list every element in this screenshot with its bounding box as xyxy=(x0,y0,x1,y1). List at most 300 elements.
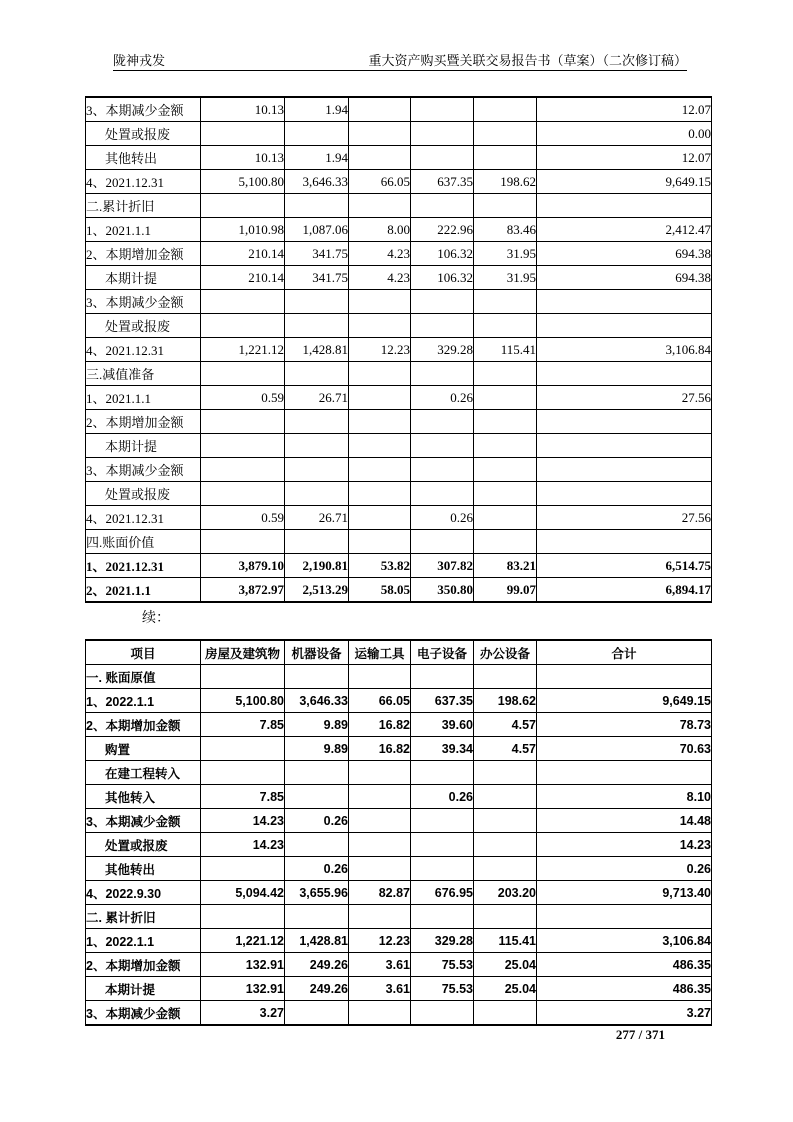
value-cell xyxy=(349,833,411,857)
value-cell: 26.71 xyxy=(285,506,349,530)
value-cell: 341.75 xyxy=(285,242,349,266)
column-header-machinery: 机器设备 xyxy=(285,640,349,665)
value-cell xyxy=(201,665,285,689)
value-cell xyxy=(474,458,537,482)
table-row xyxy=(86,146,712,170)
value-cell: 9.89 xyxy=(285,713,349,737)
value-cell: 10.13 xyxy=(201,97,285,122)
value-cell xyxy=(474,314,537,338)
value-cell xyxy=(411,434,474,458)
value-cell xyxy=(537,314,712,338)
row-label: 本期计提 xyxy=(86,434,201,458)
row-label: 3、本期减少金额 xyxy=(86,97,201,122)
value-cell: 106.32 xyxy=(411,266,474,290)
value-cell xyxy=(285,530,349,554)
value-cell xyxy=(411,146,474,170)
value-cell xyxy=(349,386,411,410)
table-row xyxy=(86,833,712,857)
value-cell: 26.71 xyxy=(285,386,349,410)
table-row xyxy=(86,881,712,905)
table-row xyxy=(86,266,712,290)
header-report-title: 重大资产购买暨关联交易报告书（草案）（二次修订稿） xyxy=(368,53,687,68)
value-cell xyxy=(349,97,411,122)
value-cell xyxy=(349,146,411,170)
value-cell: 350.80 xyxy=(411,578,474,603)
value-cell: 66.05 xyxy=(349,170,411,194)
value-cell xyxy=(474,857,537,881)
table-row xyxy=(86,713,712,737)
value-cell xyxy=(201,122,285,146)
section-row xyxy=(86,194,712,218)
value-cell xyxy=(537,761,712,785)
table-row xyxy=(86,482,712,506)
value-cell: 7.85 xyxy=(201,785,285,809)
value-cell xyxy=(349,194,411,218)
value-cell: 82.87 xyxy=(349,881,411,905)
value-cell xyxy=(201,857,285,881)
value-cell: 27.56 xyxy=(537,386,712,410)
row-label: 4、2021.12.31 xyxy=(86,338,201,362)
column-header-buildings: 房屋及建筑物 xyxy=(201,640,285,665)
row-label: 1、2021.12.31 xyxy=(86,554,201,578)
value-cell: 1,221.12 xyxy=(201,929,285,953)
row-label: 一. 账面原值 xyxy=(86,665,201,689)
column-header-electronics: 电子设备 xyxy=(411,640,474,665)
value-cell xyxy=(285,761,349,785)
value-cell xyxy=(537,665,712,689)
value-cell xyxy=(537,530,712,554)
value-cell xyxy=(474,97,537,122)
value-cell: 75.53 xyxy=(411,977,474,1001)
value-cell: 1,221.12 xyxy=(201,338,285,362)
value-cell xyxy=(349,761,411,785)
value-cell: 210.14 xyxy=(201,242,285,266)
value-cell xyxy=(411,857,474,881)
value-cell: 637.35 xyxy=(411,170,474,194)
value-cell xyxy=(201,362,285,386)
value-cell xyxy=(349,410,411,434)
column-header-item: 项目 xyxy=(86,640,201,665)
value-cell: 0.26 xyxy=(411,506,474,530)
row-label: 2、本期增加金额 xyxy=(86,242,201,266)
value-cell xyxy=(201,410,285,434)
table-row xyxy=(86,386,712,410)
value-cell: 0.00 xyxy=(537,122,712,146)
value-cell xyxy=(201,761,285,785)
row-label: 三.减值准备 xyxy=(86,362,201,386)
row-label: 2、本期增加金额 xyxy=(86,953,201,977)
row-label: 1、2021.1.1 xyxy=(86,218,201,242)
row-label: 2、2021.1.1 xyxy=(86,578,201,603)
value-cell: 0.26 xyxy=(285,809,349,833)
value-cell: 27.56 xyxy=(537,506,712,530)
value-cell: 329.28 xyxy=(411,338,474,362)
value-cell: 9,649.15 xyxy=(537,689,712,713)
value-cell: 341.75 xyxy=(285,266,349,290)
value-cell: 0.26 xyxy=(285,857,349,881)
value-cell xyxy=(474,1001,537,1026)
value-cell xyxy=(474,809,537,833)
value-cell xyxy=(285,410,349,434)
value-cell: 676.95 xyxy=(411,881,474,905)
table-row xyxy=(86,953,712,977)
value-cell: 12.07 xyxy=(537,146,712,170)
value-cell: 2,412.47 xyxy=(537,218,712,242)
value-cell: 9,713.40 xyxy=(537,881,712,905)
asset-table-2021 xyxy=(85,96,712,603)
value-cell xyxy=(411,761,474,785)
value-cell xyxy=(411,362,474,386)
value-cell: 14.23 xyxy=(201,833,285,857)
value-cell xyxy=(201,458,285,482)
column-header-vehicles: 运输工具 xyxy=(349,640,411,665)
value-cell: 3,646.33 xyxy=(285,170,349,194)
value-cell: 75.53 xyxy=(411,953,474,977)
row-label: 3、本期减少金额 xyxy=(86,1001,201,1026)
value-cell xyxy=(201,290,285,314)
row-label: 购置 xyxy=(86,737,201,761)
value-cell xyxy=(285,833,349,857)
value-cell: 329.28 xyxy=(411,929,474,953)
row-label: 3、本期减少金额 xyxy=(86,809,201,833)
header-company-name: 陇神戎发 xyxy=(113,53,166,68)
value-cell: 8.10 xyxy=(537,785,712,809)
value-cell xyxy=(201,905,285,929)
value-cell xyxy=(349,809,411,833)
value-cell xyxy=(349,905,411,929)
value-cell: 1,010.98 xyxy=(201,218,285,242)
value-cell xyxy=(285,482,349,506)
value-cell xyxy=(349,122,411,146)
value-cell: 10.13 xyxy=(201,146,285,170)
value-cell: 83.21 xyxy=(474,554,537,578)
value-cell: 14.23 xyxy=(537,833,712,857)
section-row xyxy=(86,530,712,554)
value-cell xyxy=(411,905,474,929)
value-cell xyxy=(349,290,411,314)
value-cell: 5,100.80 xyxy=(201,170,285,194)
value-cell: 39.34 xyxy=(411,737,474,761)
value-cell: 3.61 xyxy=(349,953,411,977)
value-cell xyxy=(474,506,537,530)
table-row xyxy=(86,170,712,194)
value-cell xyxy=(537,290,712,314)
row-label: 在建工程转入 xyxy=(86,761,201,785)
value-cell xyxy=(474,482,537,506)
row-label: 其他转出 xyxy=(86,146,201,170)
table-row xyxy=(86,785,712,809)
value-cell: 0.59 xyxy=(201,386,285,410)
table-row xyxy=(86,977,712,1001)
value-cell: 1.94 xyxy=(285,97,349,122)
value-cell: 3.27 xyxy=(201,1001,285,1026)
table-row xyxy=(86,506,712,530)
value-cell: 2,513.29 xyxy=(285,578,349,603)
table-row xyxy=(86,578,712,603)
value-cell xyxy=(411,458,474,482)
row-label: 四.账面价值 xyxy=(86,530,201,554)
value-cell xyxy=(411,410,474,434)
row-label: 二.累计折旧 xyxy=(86,194,201,218)
value-cell xyxy=(474,362,537,386)
value-cell xyxy=(537,482,712,506)
value-cell xyxy=(201,737,285,761)
row-label: 其他转出 xyxy=(86,857,201,881)
table-header-row xyxy=(86,640,712,665)
value-cell: 25.04 xyxy=(474,977,537,1001)
table-row xyxy=(86,761,712,785)
value-cell: 486.35 xyxy=(537,977,712,1001)
value-cell: 3.61 xyxy=(349,977,411,1001)
value-cell xyxy=(201,194,285,218)
value-cell: 132.91 xyxy=(201,953,285,977)
value-cell: 222.96 xyxy=(411,218,474,242)
value-cell xyxy=(201,434,285,458)
value-cell xyxy=(349,665,411,689)
value-cell xyxy=(537,410,712,434)
value-cell: 694.38 xyxy=(537,266,712,290)
row-label: 本期计提 xyxy=(86,266,201,290)
value-cell xyxy=(537,434,712,458)
value-cell: 694.38 xyxy=(537,242,712,266)
column-header-office: 办公设备 xyxy=(474,640,537,665)
value-cell xyxy=(474,146,537,170)
value-cell: 198.62 xyxy=(474,689,537,713)
value-cell: 4.57 xyxy=(474,737,537,761)
row-label: 2、本期增加金额 xyxy=(86,713,201,737)
value-cell xyxy=(285,1001,349,1026)
value-cell xyxy=(285,434,349,458)
value-cell: 1,428.81 xyxy=(285,338,349,362)
value-cell xyxy=(201,530,285,554)
value-cell xyxy=(537,458,712,482)
page-number: 277 / 371 xyxy=(615,1027,665,1042)
table-row xyxy=(86,290,712,314)
value-cell: 5,094.42 xyxy=(201,881,285,905)
value-cell: 3,646.33 xyxy=(285,689,349,713)
value-cell: 4.23 xyxy=(349,266,411,290)
asset-table-2022-body xyxy=(86,665,712,1026)
continuation-label: 续： xyxy=(142,611,170,626)
value-cell: 4.23 xyxy=(349,242,411,266)
table-row xyxy=(86,857,712,881)
value-cell xyxy=(474,434,537,458)
value-cell: 1.94 xyxy=(285,146,349,170)
value-cell: 198.62 xyxy=(474,170,537,194)
row-label: 1、2022.1.1 xyxy=(86,929,201,953)
value-cell xyxy=(411,314,474,338)
value-cell xyxy=(537,905,712,929)
table-row xyxy=(86,97,712,122)
section-row xyxy=(86,665,712,689)
value-cell xyxy=(411,1001,474,1026)
value-cell: 78.73 xyxy=(537,713,712,737)
table-row xyxy=(86,434,712,458)
row-label: 3、本期减少金额 xyxy=(86,458,201,482)
value-cell: 115.41 xyxy=(474,338,537,362)
row-label: 4、2021.12.31 xyxy=(86,506,201,530)
value-cell: 12.23 xyxy=(349,929,411,953)
asset-table-2021-body xyxy=(86,97,712,602)
value-cell xyxy=(474,194,537,218)
row-label: 处置或报废 xyxy=(86,482,201,506)
table-row xyxy=(86,554,712,578)
row-label: 4、2021.12.31 xyxy=(86,170,201,194)
value-cell: 53.82 xyxy=(349,554,411,578)
section-row xyxy=(86,362,712,386)
table-row xyxy=(86,338,712,362)
value-cell: 210.14 xyxy=(201,266,285,290)
value-cell xyxy=(474,761,537,785)
asset-table-2022 xyxy=(85,639,712,1026)
value-cell xyxy=(411,194,474,218)
value-cell xyxy=(411,482,474,506)
value-cell: 3.27 xyxy=(537,1001,712,1026)
value-cell: 31.95 xyxy=(474,266,537,290)
value-cell: 83.46 xyxy=(474,218,537,242)
value-cell: 6,894.17 xyxy=(537,578,712,603)
value-cell: 9.89 xyxy=(285,737,349,761)
value-cell: 3,879.10 xyxy=(201,554,285,578)
row-label: 1、2022.1.1 xyxy=(86,689,201,713)
value-cell xyxy=(474,410,537,434)
value-cell: 16.82 xyxy=(349,713,411,737)
value-cell: 39.60 xyxy=(411,713,474,737)
value-cell: 1,428.81 xyxy=(285,929,349,953)
value-cell xyxy=(537,194,712,218)
value-cell: 249.26 xyxy=(285,953,349,977)
table-row xyxy=(86,218,712,242)
table-row xyxy=(86,737,712,761)
value-cell xyxy=(201,314,285,338)
value-cell xyxy=(474,665,537,689)
value-cell: 0.26 xyxy=(411,386,474,410)
table-row xyxy=(86,689,712,713)
page-header xyxy=(113,50,687,71)
value-cell: 0.26 xyxy=(411,785,474,809)
value-cell xyxy=(285,665,349,689)
value-cell: 1,087.06 xyxy=(285,218,349,242)
value-cell: 12.07 xyxy=(537,97,712,122)
value-cell xyxy=(349,314,411,338)
value-cell xyxy=(411,833,474,857)
value-cell: 249.26 xyxy=(285,977,349,1001)
row-label: 1、2021.1.1 xyxy=(86,386,201,410)
value-cell: 25.04 xyxy=(474,953,537,977)
value-cell: 0.59 xyxy=(201,506,285,530)
value-cell xyxy=(537,362,712,386)
table-row xyxy=(86,929,712,953)
value-cell xyxy=(285,194,349,218)
row-label: 2、本期增加金额 xyxy=(86,410,201,434)
value-cell xyxy=(285,362,349,386)
value-cell xyxy=(285,290,349,314)
row-label: 处置或报废 xyxy=(86,314,201,338)
value-cell: 0.26 xyxy=(537,857,712,881)
value-cell: 31.95 xyxy=(474,242,537,266)
value-cell: 203.20 xyxy=(474,881,537,905)
value-cell xyxy=(474,905,537,929)
value-cell: 8.00 xyxy=(349,218,411,242)
table-row xyxy=(86,410,712,434)
value-cell: 4.57 xyxy=(474,713,537,737)
value-cell xyxy=(285,458,349,482)
value-cell: 3,106.84 xyxy=(537,929,712,953)
value-cell: 2,190.81 xyxy=(285,554,349,578)
value-cell: 14.23 xyxy=(201,809,285,833)
value-cell xyxy=(474,386,537,410)
value-cell: 486.35 xyxy=(537,953,712,977)
value-cell: 9,649.15 xyxy=(537,170,712,194)
value-cell: 70.63 xyxy=(537,737,712,761)
value-cell xyxy=(411,122,474,146)
value-cell: 16.82 xyxy=(349,737,411,761)
value-cell xyxy=(411,809,474,833)
value-cell: 66.05 xyxy=(349,689,411,713)
row-label: 本期计提 xyxy=(86,977,201,1001)
value-cell xyxy=(474,833,537,857)
value-cell: 12.23 xyxy=(349,338,411,362)
value-cell xyxy=(285,122,349,146)
value-cell xyxy=(349,1001,411,1026)
value-cell xyxy=(411,290,474,314)
value-cell: 14.48 xyxy=(537,809,712,833)
row-label: 其他转入 xyxy=(86,785,201,809)
value-cell xyxy=(411,665,474,689)
value-cell: 6,514.75 xyxy=(537,554,712,578)
table-row xyxy=(86,809,712,833)
table-row xyxy=(86,1001,712,1026)
value-cell xyxy=(411,97,474,122)
row-label: 处置或报废 xyxy=(86,833,201,857)
table-row xyxy=(86,458,712,482)
table-row xyxy=(86,122,712,146)
value-cell xyxy=(474,122,537,146)
row-label: 处置或报废 xyxy=(86,122,201,146)
value-cell xyxy=(285,314,349,338)
value-cell xyxy=(474,290,537,314)
value-cell xyxy=(349,362,411,386)
value-cell xyxy=(349,506,411,530)
value-cell: 115.41 xyxy=(474,929,537,953)
section-row xyxy=(86,905,712,929)
value-cell xyxy=(474,785,537,809)
value-cell: 106.32 xyxy=(411,242,474,266)
value-cell: 7.85 xyxy=(201,713,285,737)
table-row xyxy=(86,314,712,338)
value-cell: 637.35 xyxy=(411,689,474,713)
value-cell xyxy=(201,482,285,506)
value-cell: 307.82 xyxy=(411,554,474,578)
row-label: 3、本期减少金额 xyxy=(86,290,201,314)
value-cell: 3,655.96 xyxy=(285,881,349,905)
value-cell xyxy=(349,458,411,482)
value-cell xyxy=(349,530,411,554)
value-cell xyxy=(474,530,537,554)
value-cell: 99.07 xyxy=(474,578,537,603)
value-cell xyxy=(349,785,411,809)
value-cell: 3,106.84 xyxy=(537,338,712,362)
value-cell: 58.05 xyxy=(349,578,411,603)
value-cell xyxy=(349,434,411,458)
row-label: 4、2022.9.30 xyxy=(86,881,201,905)
value-cell: 132.91 xyxy=(201,977,285,1001)
value-cell xyxy=(411,530,474,554)
value-cell xyxy=(349,482,411,506)
value-cell: 5,100.80 xyxy=(201,689,285,713)
value-cell xyxy=(285,785,349,809)
value-cell xyxy=(349,857,411,881)
